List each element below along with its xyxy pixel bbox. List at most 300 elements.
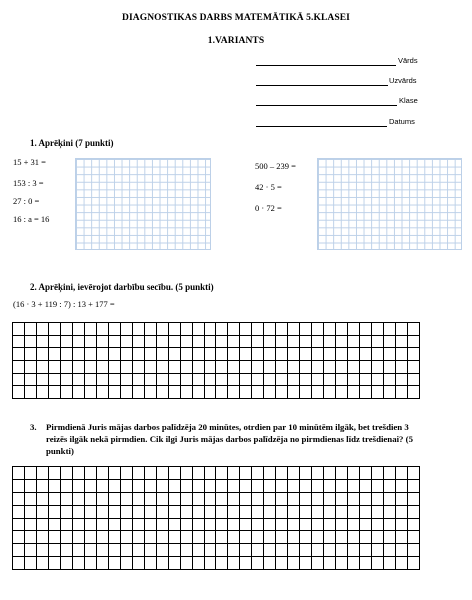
grid-cell[interactable] [396,479,408,492]
grid-cell[interactable] [312,360,324,373]
grid-cell[interactable] [156,492,168,505]
grid-cell[interactable] [144,467,156,480]
grid-cell[interactable] [264,386,276,399]
grid-cell[interactable] [384,505,396,518]
grid-cell[interactable] [252,467,264,480]
grid-cell[interactable] [204,531,216,544]
grid-cell[interactable] [192,373,204,386]
grid-cell[interactable] [60,518,72,531]
task1-left-work-grid[interactable] [75,158,211,250]
grid-cell[interactable] [396,335,408,348]
grid-cell[interactable] [132,360,144,373]
grid-cell[interactable] [48,531,60,544]
grid-cell[interactable] [240,335,252,348]
grid-cell[interactable] [96,467,108,480]
grid-cell[interactable] [204,348,216,361]
surname-field-line[interactable] [256,85,388,86]
grid-cell[interactable] [96,518,108,531]
grid-cell[interactable] [24,479,36,492]
grid-cell[interactable] [132,323,144,336]
grid-cell[interactable] [252,544,264,557]
grid-cell[interactable] [96,373,108,386]
grid-cell[interactable] [360,505,372,518]
grid-cell[interactable] [360,531,372,544]
grid-cell[interactable] [180,518,192,531]
grid-cell[interactable] [228,335,240,348]
grid-cell[interactable] [204,479,216,492]
grid-cell[interactable] [216,360,228,373]
grid-cell[interactable] [396,467,408,480]
grid-cell[interactable] [396,323,408,336]
grid-cell[interactable] [13,505,25,518]
grid-cell[interactable] [192,360,204,373]
grid-cell[interactable] [108,360,120,373]
grid-cell[interactable] [240,544,252,557]
grid-cell[interactable] [384,386,396,399]
grid-cell[interactable] [252,531,264,544]
grid-cell[interactable] [120,323,132,336]
grid-cell[interactable] [312,557,324,570]
grid-cell[interactable] [120,386,132,399]
grid-cell[interactable] [324,335,336,348]
grid-cell[interactable] [108,479,120,492]
grid-cell[interactable] [216,467,228,480]
grid-cell[interactable] [396,373,408,386]
grid-cell[interactable] [120,518,132,531]
grid-cell[interactable] [216,518,228,531]
grid-cell[interactable] [288,360,300,373]
grid-cell[interactable] [336,505,348,518]
grid-cell[interactable] [240,479,252,492]
grid-cell[interactable] [336,386,348,399]
grid-cell[interactable] [288,518,300,531]
grid-cell[interactable] [348,544,360,557]
grid-cell[interactable] [372,360,384,373]
grid-cell[interactable] [396,544,408,557]
grid-cell[interactable] [48,544,60,557]
grid-cell[interactable] [192,505,204,518]
grid-cell[interactable] [84,373,96,386]
grid-cell[interactable] [276,531,288,544]
grid-cell[interactable] [300,557,312,570]
grid-cell[interactable] [24,544,36,557]
grid-cell[interactable] [407,373,419,386]
grid-cell[interactable] [264,492,276,505]
grid-cell[interactable] [192,479,204,492]
grid-cell[interactable] [396,531,408,544]
grid-cell[interactable] [312,531,324,544]
grid-cell[interactable] [144,479,156,492]
grid-cell[interactable] [240,323,252,336]
grid-cell[interactable] [288,479,300,492]
grid-cell[interactable] [360,557,372,570]
grid-cell[interactable] [252,505,264,518]
grid-cell[interactable] [240,557,252,570]
grid-cell[interactable] [84,467,96,480]
grid-cell[interactable] [60,348,72,361]
grid-cell[interactable] [24,557,36,570]
grid-cell[interactable] [240,505,252,518]
grid-cell[interactable] [384,373,396,386]
grid-cell[interactable] [36,360,48,373]
grid-cell[interactable] [168,386,180,399]
grid-cell[interactable] [264,348,276,361]
grid-cell[interactable] [372,544,384,557]
grid-cell[interactable] [348,531,360,544]
grid-cell[interactable] [180,492,192,505]
grid-cell[interactable] [276,479,288,492]
grid-cell[interactable] [192,348,204,361]
grid-cell[interactable] [144,386,156,399]
grid-cell[interactable] [156,531,168,544]
grid-cell[interactable] [336,467,348,480]
grid-cell[interactable] [36,531,48,544]
grid-cell[interactable] [132,386,144,399]
grid-cell[interactable] [336,492,348,505]
grid-cell[interactable] [120,335,132,348]
grid-cell[interactable] [324,373,336,386]
grid-cell[interactable] [72,505,84,518]
grid-cell[interactable] [228,348,240,361]
grid-cell[interactable] [252,518,264,531]
grid-cell[interactable] [360,467,372,480]
grid-cell[interactable] [120,373,132,386]
grid-cell[interactable] [288,544,300,557]
grid-cell[interactable] [204,386,216,399]
grid-cell[interactable] [156,505,168,518]
grid-cell[interactable] [240,467,252,480]
grid-cell[interactable] [312,467,324,480]
grid-cell[interactable] [96,557,108,570]
grid-cell[interactable] [336,323,348,336]
grid-cell[interactable] [96,544,108,557]
grid-cell[interactable] [240,373,252,386]
grid-cell[interactable] [312,348,324,361]
grid-cell[interactable] [204,505,216,518]
grid-cell[interactable] [384,557,396,570]
grid-cell[interactable] [312,323,324,336]
grid-cell[interactable] [120,505,132,518]
grid-cell[interactable] [132,467,144,480]
grid-cell[interactable] [144,360,156,373]
grid-cell[interactable] [204,360,216,373]
grid-cell[interactable] [348,348,360,361]
grid-cell[interactable] [72,348,84,361]
grid-cell[interactable] [24,467,36,480]
grid-cell[interactable] [264,531,276,544]
grid-cell[interactable] [372,386,384,399]
grid-cell[interactable] [36,492,48,505]
grid-cell[interactable] [84,505,96,518]
grid-cell[interactable] [108,373,120,386]
grid-cell[interactable] [216,386,228,399]
grid-cell[interactable] [24,323,36,336]
grid-cell[interactable] [156,557,168,570]
grid-cell[interactable] [324,492,336,505]
grid-cell[interactable] [36,373,48,386]
grid-cell[interactable] [204,373,216,386]
grid-cell[interactable] [396,360,408,373]
grid-cell[interactable] [192,323,204,336]
grid-cell[interactable] [180,557,192,570]
grid-cell[interactable] [48,335,60,348]
grid-cell[interactable] [24,348,36,361]
grid-cell[interactable] [72,479,84,492]
grid-cell[interactable] [156,386,168,399]
grid-cell[interactable] [48,467,60,480]
grid-cell[interactable] [96,323,108,336]
grid-cell[interactable] [348,479,360,492]
grid-cell[interactable] [276,373,288,386]
grid-cell[interactable] [24,531,36,544]
grid-cell[interactable] [216,348,228,361]
grid-cell[interactable] [180,323,192,336]
grid-cell[interactable] [96,505,108,518]
grid-cell[interactable] [276,518,288,531]
grid-cell[interactable] [336,518,348,531]
grid-cell[interactable] [384,335,396,348]
grid-cell[interactable] [336,335,348,348]
grid-cell[interactable] [204,557,216,570]
grid-cell[interactable] [108,531,120,544]
grid-cell[interactable] [324,467,336,480]
grid-cell[interactable] [48,518,60,531]
grid-cell[interactable] [407,531,419,544]
grid-cell[interactable] [372,348,384,361]
grid-cell[interactable] [324,518,336,531]
grid-cell[interactable] [336,557,348,570]
grid-cell[interactable] [276,348,288,361]
grid-cell[interactable] [288,323,300,336]
grid-cell[interactable] [36,479,48,492]
grid-cell[interactable] [13,557,25,570]
grid-cell[interactable] [24,518,36,531]
grid-cell[interactable] [396,386,408,399]
grid-cell[interactable] [252,492,264,505]
grid-cell[interactable] [407,518,419,531]
grid-cell[interactable] [132,479,144,492]
grid-cell[interactable] [60,467,72,480]
grid-cell[interactable] [300,348,312,361]
grid-cell[interactable] [108,335,120,348]
grid-cell[interactable] [156,360,168,373]
grid-cell[interactable] [168,557,180,570]
grid-cell[interactable] [264,360,276,373]
grid-cell[interactable] [300,323,312,336]
grid-cell[interactable] [72,467,84,480]
grid-cell[interactable] [372,492,384,505]
grid-cell[interactable] [348,557,360,570]
grid-cell[interactable] [132,492,144,505]
grid-cell[interactable] [13,323,25,336]
grid-cell[interactable] [168,544,180,557]
grid-cell[interactable] [48,492,60,505]
grid-cell[interactable] [288,467,300,480]
grid-cell[interactable] [300,373,312,386]
grid-cell[interactable] [360,323,372,336]
grid-cell[interactable] [180,386,192,399]
grid-cell[interactable] [384,518,396,531]
grid-cell[interactable] [324,348,336,361]
grid-cell[interactable] [36,518,48,531]
grid-cell[interactable] [156,518,168,531]
grid-cell[interactable] [72,492,84,505]
grid-cell[interactable] [360,360,372,373]
grid-cell[interactable] [216,373,228,386]
grid-cell[interactable] [144,544,156,557]
grid-cell[interactable] [168,531,180,544]
grid-cell[interactable] [300,386,312,399]
grid-cell[interactable] [192,386,204,399]
grid-cell[interactable] [336,544,348,557]
grid-cell[interactable] [252,335,264,348]
grid-cell[interactable] [60,557,72,570]
grid-cell[interactable] [288,557,300,570]
grid-cell[interactable] [407,479,419,492]
grid-cell[interactable] [192,557,204,570]
grid-cell[interactable] [288,335,300,348]
grid-cell[interactable] [360,348,372,361]
grid-cell[interactable] [120,479,132,492]
grid-cell[interactable] [48,505,60,518]
grid-cell[interactable] [252,323,264,336]
grid-cell[interactable] [407,348,419,361]
grid-cell[interactable] [144,373,156,386]
grid-cell[interactable] [204,323,216,336]
grid-cell[interactable] [407,505,419,518]
grid-cell[interactable] [276,505,288,518]
grid-cell[interactable] [72,544,84,557]
grid-cell[interactable] [180,505,192,518]
grid-cell[interactable] [204,335,216,348]
grid-cell[interactable] [288,348,300,361]
grid-cell[interactable] [264,557,276,570]
grid-cell[interactable] [144,557,156,570]
grid-cell[interactable] [108,518,120,531]
grid-cell[interactable] [72,373,84,386]
grid-cell[interactable] [288,505,300,518]
grid-cell[interactable] [168,360,180,373]
grid-cell[interactable] [252,386,264,399]
grid-cell[interactable] [300,544,312,557]
grid-cell[interactable] [156,373,168,386]
grid-cell[interactable] [384,531,396,544]
task2-answer-grid[interactable] [12,322,420,399]
grid-cell[interactable] [396,505,408,518]
grid-cell[interactable] [228,531,240,544]
grid-cell[interactable] [180,479,192,492]
grid-cell[interactable] [132,531,144,544]
grid-cell[interactable] [300,360,312,373]
grid-cell[interactable] [228,386,240,399]
grid-cell[interactable] [24,505,36,518]
grid-cell[interactable] [372,335,384,348]
class-field-line[interactable] [256,105,397,106]
grid-cell[interactable] [407,360,419,373]
grid-cell[interactable] [120,544,132,557]
grid-cell[interactable] [13,373,25,386]
grid-cell[interactable] [252,348,264,361]
grid-cell[interactable] [228,360,240,373]
grid-cell[interactable] [396,492,408,505]
grid-cell[interactable] [360,544,372,557]
grid-cell[interactable] [72,531,84,544]
grid-cell[interactable] [384,348,396,361]
grid-cell[interactable] [13,531,25,544]
grid-cell[interactable] [216,531,228,544]
grid-cell[interactable] [192,467,204,480]
grid-cell[interactable] [264,467,276,480]
grid-cell[interactable] [156,348,168,361]
grid-cell[interactable] [108,386,120,399]
grid-cell[interactable] [36,386,48,399]
grid-cell[interactable] [144,335,156,348]
grid-cell[interactable] [60,544,72,557]
grid-cell[interactable] [312,544,324,557]
grid-cell[interactable] [276,557,288,570]
grid-cell[interactable] [180,544,192,557]
grid-cell[interactable] [372,373,384,386]
grid-cell[interactable] [108,348,120,361]
grid-cell[interactable] [240,531,252,544]
grid-cell[interactable] [300,479,312,492]
grid-cell[interactable] [384,360,396,373]
date-field-line[interactable] [256,126,387,127]
grid-cell[interactable] [264,373,276,386]
grid-cell[interactable] [168,467,180,480]
grid-cell[interactable] [36,348,48,361]
grid-cell[interactable] [407,335,419,348]
grid-cell[interactable] [240,518,252,531]
grid-cell[interactable] [264,518,276,531]
grid-cell[interactable] [120,348,132,361]
grid-cell[interactable] [60,505,72,518]
grid-cell[interactable] [252,479,264,492]
grid-cell[interactable] [36,323,48,336]
grid-cell[interactable] [216,492,228,505]
grid-cell[interactable] [60,360,72,373]
grid-cell[interactable] [240,492,252,505]
grid-cell[interactable] [348,373,360,386]
grid-cell[interactable] [407,544,419,557]
grid-cell[interactable] [228,323,240,336]
grid-cell[interactable] [216,335,228,348]
grid-cell[interactable] [312,479,324,492]
grid-cell[interactable] [384,479,396,492]
grid-cell[interactable] [168,479,180,492]
grid-cell[interactable] [324,479,336,492]
grid-cell[interactable] [372,531,384,544]
grid-cell[interactable] [60,492,72,505]
grid-cell[interactable] [300,531,312,544]
grid-cell[interactable] [300,505,312,518]
grid-cell[interactable] [336,348,348,361]
grid-cell[interactable] [36,335,48,348]
grid-cell[interactable] [180,531,192,544]
grid-cell[interactable] [168,348,180,361]
grid-cell[interactable] [120,467,132,480]
grid-cell[interactable] [360,479,372,492]
grid-cell[interactable] [156,335,168,348]
grid-cell[interactable] [96,531,108,544]
grid-cell[interactable] [36,557,48,570]
grid-cell[interactable] [228,544,240,557]
grid-cell[interactable] [312,492,324,505]
grid-cell[interactable] [108,544,120,557]
grid-cell[interactable] [324,505,336,518]
grid-cell[interactable] [324,544,336,557]
grid-cell[interactable] [276,544,288,557]
